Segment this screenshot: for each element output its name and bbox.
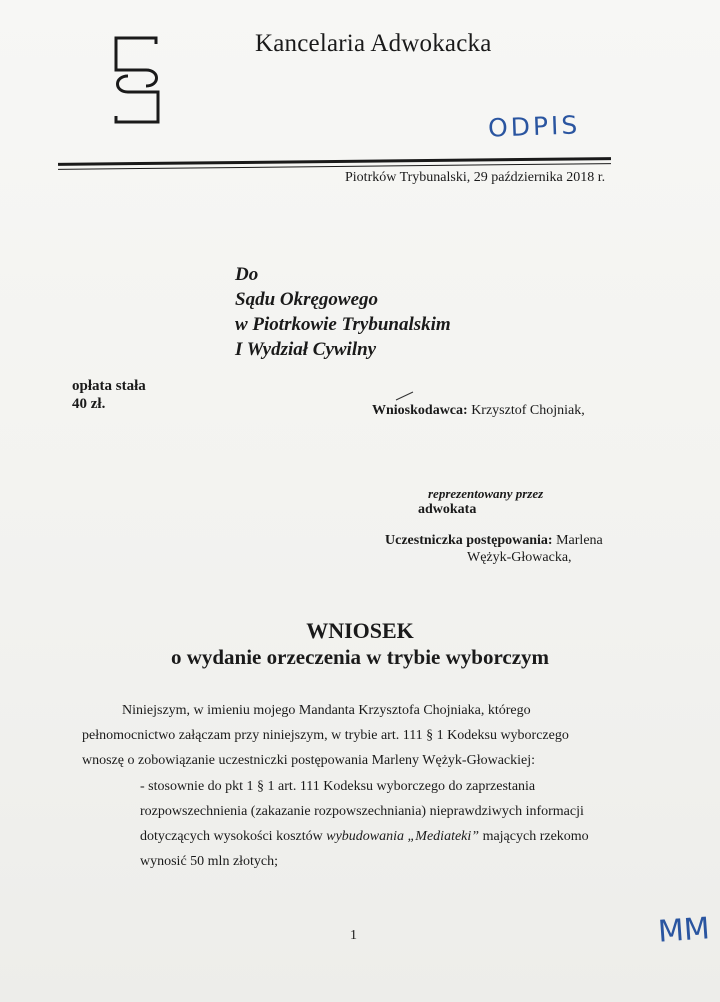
document-subtitle: o wydanie orzeczenia w trybie wyborczym xyxy=(170,645,550,669)
represented-by: reprezentowany przez xyxy=(428,486,544,501)
addressee-line: w Piotrkowie Trybunalskim xyxy=(235,314,451,335)
handwritten-initials: MM xyxy=(656,911,711,950)
attorney-label: adwokata xyxy=(418,502,477,517)
addressee-line: Do xyxy=(235,264,259,285)
body-line: rozpowszechnienia (zakazanie rozpowszechniania) nieprawdziwych informacji xyxy=(140,804,584,819)
fee-label: opłata stała xyxy=(72,378,146,394)
addressee-block xyxy=(235,262,451,362)
firm-name: Kancelaria Adwokacka xyxy=(255,30,492,57)
body-emphasis: wybudowania „Mediateki” xyxy=(326,829,480,844)
applicant-label: Wnioskodawca: xyxy=(372,403,468,418)
body-text: dotyczących wysokości kosztów xyxy=(140,829,327,844)
participant-label: Uczestniczka postępowania: xyxy=(385,533,553,548)
body-line: wnoszę o zobowiązanie uczestniczki postępowania Marleny Wężyk-Głowackiej: xyxy=(82,753,536,768)
body-text: mających rzekomo xyxy=(479,829,589,844)
fee-amount: 40 zł. xyxy=(72,396,106,412)
participant xyxy=(385,533,603,549)
participant-name-cont: Wężyk-Głowacka, xyxy=(467,550,572,565)
addressee-line: I Wydział Cywilny xyxy=(235,339,377,360)
body-line xyxy=(140,829,589,845)
body-line: Niniejszym, w imieniu mojego Mandanta Krzysztofa Chojniaka, którego xyxy=(122,703,531,718)
page-number: 1 xyxy=(350,928,357,943)
body-line: wynosić 50 mln złotych; xyxy=(140,854,279,869)
copy-stamp: ODPIS xyxy=(487,110,581,143)
body-line: pełnomocnictwo załączam przy niniejszym, w trybie art. 111 § 1 Kodeksu wyborczego xyxy=(82,728,569,743)
applicant-name: Krzysztof Chojniak, xyxy=(471,403,585,418)
document-title: WNIOSEK xyxy=(306,618,414,643)
applicant xyxy=(372,403,585,419)
participant-name: Marlena xyxy=(556,533,603,548)
addressee-line: Sądu Okręgowego xyxy=(235,289,379,310)
place-and-date: Piotrków Trybunalski, 29 października 2018 r. xyxy=(345,170,606,185)
body-line: - stosownie do pkt 1 § 1 art. 111 Kodeksu wyborczego do zaprzestania xyxy=(140,779,536,794)
fee-note xyxy=(72,377,146,413)
section-sign-icon xyxy=(98,30,178,135)
